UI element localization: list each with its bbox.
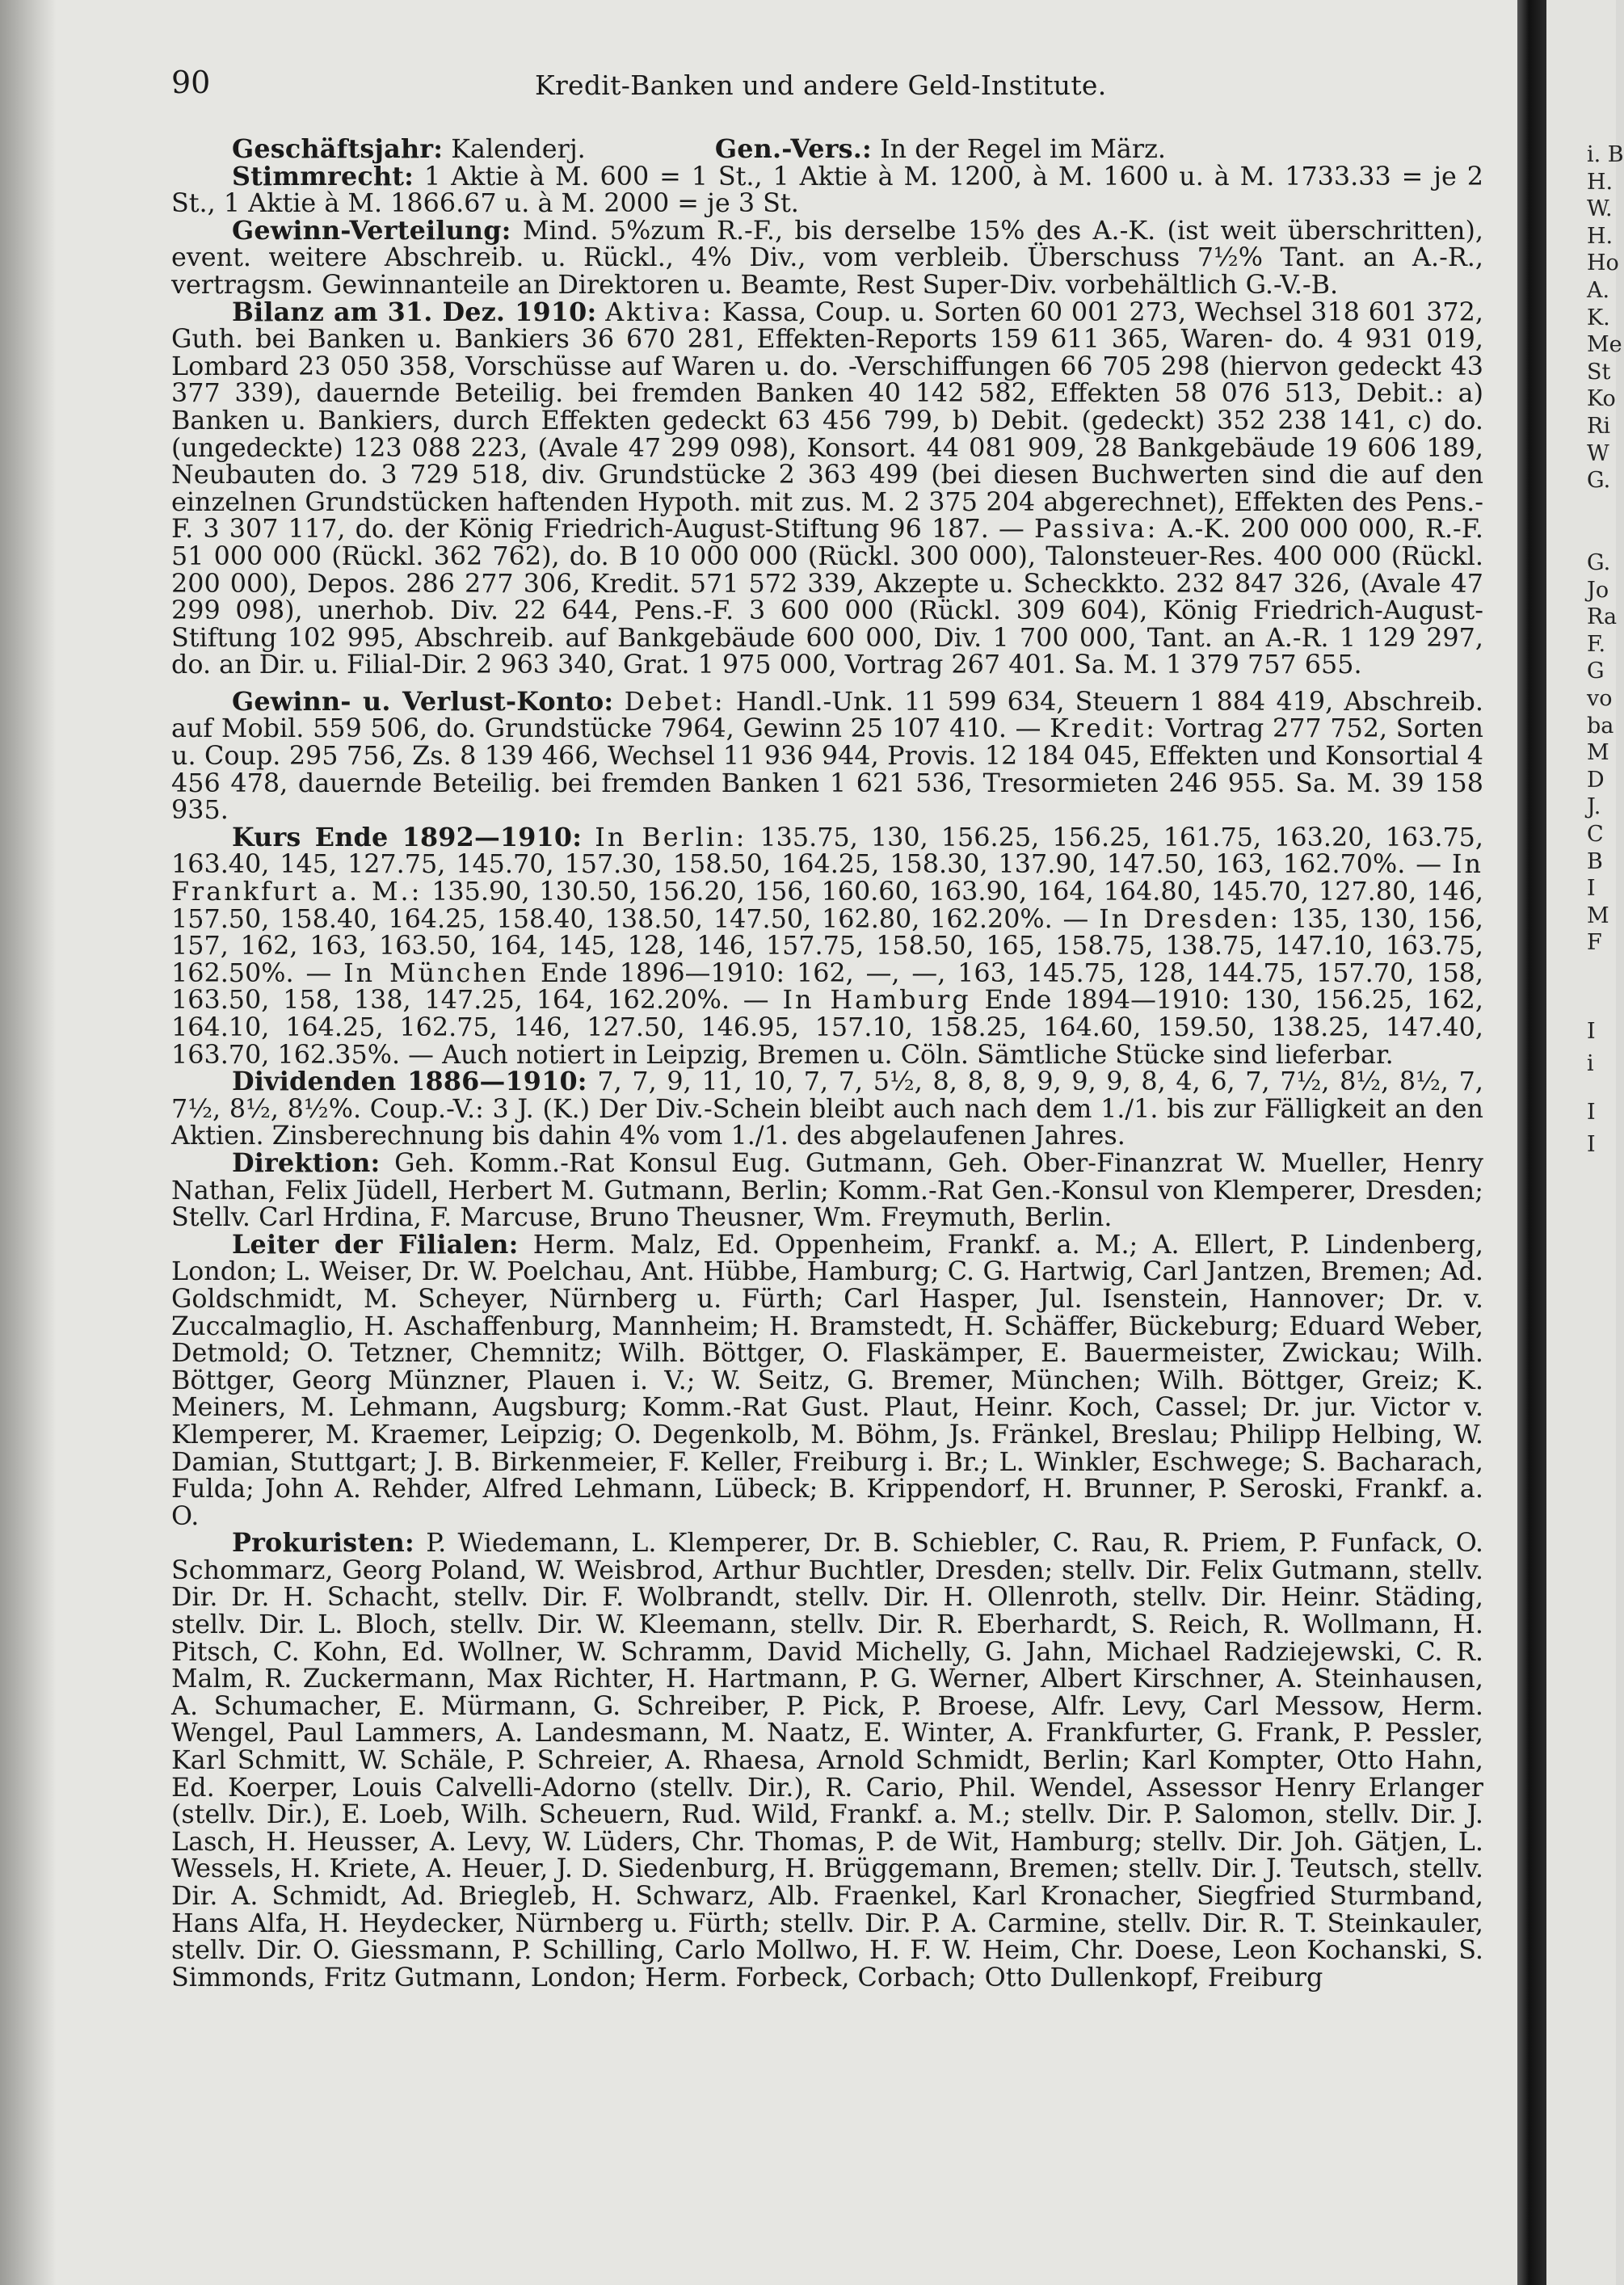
- dividenden-label: Dividenden 1886—1910:: [232, 1067, 587, 1097]
- kurs-frankfurt-label: In Frankfurt a. M.:: [171, 849, 1483, 907]
- facing-page-fragment: vo: [1587, 686, 1613, 711]
- gen-vers-group: [715, 134, 1166, 164]
- facing-page-fragment: Ri: [1587, 414, 1610, 439]
- gen-vers-text: In der Regel im März.: [880, 134, 1166, 164]
- gewinn-verteilung-text: Mind. 5%zum R.-F., bis derselbe 15% des A.-K. (ist weit überschritten), event. weitere Abschreib. u. Rückl., 4% Div., vom verbleib. Überschuss 7½% Tant. an A.-R., vertragsm. Gewinnanteile an Direktoren u. Beamte, Rest Super-Div. vorbehältlich G.-V.-B.: [171, 215, 1483, 300]
- gewinn-verteilung-label: Gewinn-Verteilung:: [232, 215, 511, 246]
- debet-text: Handl.-Unk. 11 599 634, Steuern 1 884 419, Abschreib. auf Mobil. 559 506, do. Grundstücke 7964, Gewinn 25 107 410. —: [171, 686, 1483, 744]
- section-gewinn-verlust: [171, 688, 1483, 824]
- kurs-dresden-label: In Dresden:: [1099, 903, 1281, 934]
- section-prokuristen: [171, 1530, 1483, 1991]
- section-stimmrecht: [171, 163, 1483, 217]
- section-kurs: [171, 824, 1483, 1068]
- facing-page-fragment: G.: [1587, 468, 1611, 494]
- kurs-muenchen-text: Ende 1896—1910: 162, —, —, 163, 145.75, 128, 144.75, 157.70, 158, 163.50, 158, 138, 147.25, 164, 162.20%. —: [171, 957, 1484, 1016]
- leiter-filialen-text: Herm. Malz, Ed. Oppenheim, Frankf. a. M.; A. Ellert, P. Lindenberg, London; L. Weiser, Dr. W. Poelchau, Ant. Hübbe, Hamburg; C. G. Hartwig, Carl Jantzen, Bremen; Ad. Goldschmidt, M. Scheyer, Nürnberg u. Fürth; Carl Hasper, Jul. Isenstein, Hannover; Dr. v. Zuccalmaglio, H. Aschaffenburg, Mannheim; H. Bramstedt, H. Schäffer, Bückeburg; Eduard Weber, Detmold; O. Tetzner, Chemnitz; Wilh. Böttger, O. Flaskämper, E. Bauermeister, Zwickau; Wilh. Böttger, Georg Münzner, Plauen i. V.; W. Seitz, G. Bremer, München; Wilh. Böttger, Greiz; K. Meiners, M. Lehmann, Augsburg; Komm.-Rat Gust. Plaut, Heinr. Koch, Cassel; Dr. jur. Victor v. Klemperer, M. Kraemer, Leipzig; O. Degenkolb, M. Böhm, Js. Fränkel, Breslau; Philipp Helbing, W. Damian, Stuttgart; J. B. Birkenmeier, F. Keller, Freiburg i. Br.; L. Winkler, Eschwege; S. Bacharach, Fulda; John A. Rehder, Alfred Lehmann, Lübeck; B. Krippendorf, H. Brunner, P. Seroski, Frankf. a. O.: [171, 1229, 1483, 1531]
- facing-page-fragment: G.: [1587, 550, 1611, 575]
- facing-page-fragment: J.: [1587, 794, 1601, 820]
- facing-page-fragment: i: [1587, 1051, 1594, 1076]
- facing-page-fragment: St: [1587, 359, 1611, 385]
- facing-page-fragment: Ko: [1587, 386, 1616, 412]
- bilanz-label: Bilanz am 31. Dez. 1910:: [232, 297, 597, 327]
- facing-page-fragment: D: [1587, 767, 1605, 793]
- section-gewinn-verteilung: [171, 217, 1483, 299]
- stimmrecht-text: 1 Aktie à M. 600 = 1 St., 1 Aktie à M. 1200, à M. 1600 u. à M. 1733.33 = je 2 St., 1 Aktie à M. 1866.67 u. à M. 2000 = je 3 St.: [171, 161, 1483, 219]
- facing-page-fragment: B: [1587, 848, 1603, 874]
- facing-page-fragment: Me: [1587, 332, 1622, 358]
- facing-page-fragment: M: [1587, 740, 1609, 766]
- facing-page-fragment: I: [1587, 1019, 1596, 1044]
- dividenden-text: 7, 7, 9, 11, 10, 7, 7, 5½, 8, 8, 8, 9, 9, 9, 8, 4, 6, 7, 7½, 8½, 8½, 7, 7½, 8½, 8½%. Coup.-V.: 3 J. (K.) Der Div.-Schein bleibt auch nach dem 1./1. bis zur Fälligkeit an den Aktien. Zinsberechnung bis dahin 4% vom 1./1. des abgelaufenen Jahres.: [171, 1067, 1484, 1151]
- section-geschaeftsjahr: [171, 136, 1483, 163]
- facing-page-fragment: F: [1587, 930, 1602, 956]
- kredit-text: Vortrag 277 752, Sorten u. Coup. 295 756, Zs. 8 139 466, Wechsel 11 936 944, Provis. 12 184 045, Effekten und Konsortial 4 456 478, dauernde Beteilig. bei fremden Banken 1 621 536, Tresormieten 246 955. Sa. M. 39 158 935.: [171, 713, 1484, 826]
- direktion-text: Geh. Komm.-Rat Konsul Eug. Gutmann, Geh. Ober-Finanzrat W. Mueller, Henry Nathan, Felix Jüdell, Herbert M. Gutmann, Berlin; Komm.-Rat Gen.-Konsul von Klemperer, Dresden; Stellv. Carl Hrdina, F. Marcuse, Bruno Theusner, Wm. Freymuth, Berlin.: [171, 1147, 1483, 1233]
- facing-page-fragment: M: [1587, 903, 1609, 928]
- facing-page-fragment: K.: [1587, 305, 1610, 330]
- page-number: 90: [171, 65, 211, 100]
- section-leiter-filialen: [171, 1231, 1483, 1530]
- kurs-hamburg-text: Ende 1894—1910: 130, 156.25, 162, 164.10, 164.25, 162.75, 146, 127.50, 146.95, 157.10, 158.25, 164.60, 159.50, 138.25, 147.40, 163.70, 162.35%. — Auch notiert in Leipzig, Bremen u. Cöln. Sämtliche Stücke sind lieferbar.: [171, 985, 1484, 1070]
- gen-vers-label: Gen.-Vers.:: [714, 134, 872, 164]
- facing-page-strip: [1546, 0, 1624, 2285]
- facing-page-fragment: Ra: [1587, 604, 1618, 630]
- prokuristen-text: P. Wiedemann, L. Klemperer, Dr. B. Schiebler, C. Rau, R. Priem, P. Funfack, O. Schommarz, Georg Poland, W. Weisbrod, Arthur Buchtler, Dresden; stellv. Dir. Felix Gutmann, stellv. Dir. Dr. H. Schacht, stellv. Dir. F. Wolbrandt, stellv. Dir. H. Ollenroth, stellv. Dir. Heinr. Städing, stellv. Dir. L. Bloch, stellv. Dir. W. Kleemann, stellv. Dir. R. Eberhardt, S. Reich, R. Wollmann, H. Pitsch, C. Kohn, Ed. Wollner, W. Schramm, David Michelly, G. Jahn, Michael Radziejewski, C. R. Malm, R. Zuckermann, Max Richter, H. Hartmann, P. G. Werner, Albert Kirschner, A. Steinhausen, A. Schumacher, E. Mürmann, G. Schreiber, P. Pick, P. Broese, Alfr. Levy, Carl Messow, Herm. Wengel, Paul Lammers, A. Landesmann, M. Naatz, E. Winter, A. Frankfurter, G. Frank, P. Pessler, Karl Schmitt, W. Schäle, P. Schreier, A. Rhaesa, Arnold Schmidt, Berlin; Karl Kompter, Otto Hahn, Ed. Koerper, Louis Calvelli-Adorno (stellv. Dir.), R. Cario, Phil. Wendel, Assessor Henry Erlanger (stellv. Dir.), E. Loeb, Wilh. Scheuern, Rud. Wild, Frankf. a. M.; stellv. Dir. P. Salomon, stellv. Dir. J. Lasch, H. Heusser, A. Levy, W. Lüders, Chr. Thomas, P. de Wit, Hamburg; stellv. Dir. Joh. Gätjen, L. Wessels, H. Kriete, A. Heuer, J. D. Siedenburg, H. Brüggemann, Bremen; stellv. Dir. J. Teutsch, stellv. Dir. A. Schmidt, Ad. Briegleb, H. Schwarz, Alb. Fraenkel, Karl Kronacher, Siegfried Sturmband, Hans Alfa, H. Heydecker, Nürnberg u. Fürth; stellv. Dir. P. A. Carmine, stellv. Dir. R. T. Steinkauler, stellv. Dir. O. Giessmann, P. Schilling, Carlo Mollwo, H. F. W. Heim, Chr. Doese, Leon Kochanski, S. Simmonds, Fritz Gutmann, London; Herm. Forbeck, Corbach; Otto Dullenkopf, Freiburg: [171, 1528, 1484, 1993]
- facing-page-fragment: I: [1587, 1100, 1596, 1125]
- facing-page-fragment: I: [1587, 1132, 1596, 1157]
- facing-page-fragment: ba: [1587, 713, 1614, 739]
- page-left-edge-shadow: [0, 0, 57, 2285]
- kurs-frankfurt-text: 135.90, 130.50, 156.20, 156, 160.60, 163.90, 164, 164.80, 145.70, 127.80, 146, 157.50, 158.40, 164.25, 158.40, 138.50, 147.50, 162.80, 162.20%. —: [171, 877, 1484, 934]
- aktiva-text: Kassa, Coup. u. Sorten 60 001 273, Wechsel 318 601 372, Guth. bei Banken u. Bankiers 36 670 281, Effekten-Reports 159 611 365, Waren- do. 4 931 019, Lombard 23 050 358, Vorschüsse auf Waren u. do. -Verschiffungen 66 705 298 (hiervon gedeckt 43 377 339), dauernde Beteilig. bei fremden Banken 40 142 582, Effekten 58 076 513, Debit.: a) Banken u. Bankiers, durch Effekten gedeckt 63 456 799, b) Debit. (gedeckt) 352 238 141, c) do. (ungedeckte) 123 088 223, (Avale 47 299 098), Konsort. 44 081 909, 28 Bankgebäude 19 606 189, Neubauten do. 3 729 518, div. Grundstücke 2 363 499 (bei diesen Buchwerten sind die auf den einzelnen Grundstücken haftenden Hypoth. mit zus. M. 2 375 204 abgerechnet), Effekten des Pens.-F. 3 307 117, do. der König Friedrich-August-Stiftung 96 187. —: [171, 297, 1483, 545]
- facing-page-fragment: F.: [1587, 631, 1606, 657]
- page-header: [171, 65, 1488, 105]
- leiter-filialen-label: Leiter der Filialen:: [232, 1229, 519, 1260]
- book-gutter-shadow: [1517, 0, 1546, 2285]
- facing-page-fragment: H.: [1587, 169, 1613, 195]
- kurs-label: Kurs Ende 1892—1910:: [232, 822, 583, 852]
- passiva-text: A.-K. 200 000 000, R.-F. 51 000 000 (Rückl. 362 762), do. B 10 000 000 (Rückl. 300 000), Talonsteuer-Res. 400 000 (Rückl. 200 000), Depos. 286 277 306, Kredit. 571 572 339, Akzepte u. Scheckkto. 232 847 326, (Avale 47 299 098), unerhob. Div. 22 644, Pens.-F. 3 600 000 (Rückl. 309 604), König Friedrich-August-Stiftung 102 995, Abschreib. auf Bankgebäude 600 000, Div. 1 700 000, Tant. an A.-R. 1 129 297, do. an Dir. u. Filial-Dir. 2 963 340, Grat. 1 975 000, Vortrag 267 401. Sa. M. 1 379 757 655.: [171, 514, 1484, 680]
- kurs-hamburg-label: In Hamburg: [782, 985, 971, 1016]
- page-body: [171, 136, 1483, 2269]
- facing-page-fragment: C: [1587, 822, 1604, 847]
- facing-page-fragment: G: [1587, 659, 1605, 684]
- running-title: Kredit-Banken und andere Geld-Institute.: [535, 69, 1107, 101]
- facing-page-fragment: Ho: [1587, 250, 1619, 276]
- kurs-muenchen-label: In München: [343, 957, 529, 988]
- stimmrecht-label: Stimmrecht:: [232, 161, 414, 191]
- facing-page-fragment: W.: [1587, 196, 1613, 222]
- debet-label: Debet:: [624, 686, 726, 717]
- gewinn-verlust-label: Gewinn- u. Verlust-Konto:: [232, 686, 614, 717]
- facing-page-fragment: A.: [1587, 278, 1610, 303]
- kurs-berlin-text: 135.75, 130, 156.25, 156.25, 161.75, 163.20, 163.75, 163.40, 145, 127.75, 145.70, 157.30, 158.50, 164.25, 158.30, 137.90, 147.50, 163, 162.70%. —: [171, 822, 1484, 880]
- direktion-label: Direktion:: [232, 1147, 381, 1178]
- facing-page-fragment: H.: [1587, 223, 1613, 249]
- facing-page-fragment: W: [1587, 440, 1609, 466]
- kredit-label: Kredit:: [1050, 713, 1157, 744]
- section-bilanz: [171, 299, 1483, 679]
- prokuristen-label: Prokuristen:: [232, 1528, 414, 1559]
- section-direktion: [171, 1147, 1483, 1233]
- aktiva-label: Aktiva:: [605, 297, 713, 327]
- passiva-label: Passiva:: [1033, 514, 1159, 545]
- facing-page-fragment: i. B: [1587, 142, 1624, 167]
- kurs-dresden-text: 135, 130, 156, 157, 162, 163, 163.50, 164, 145, 128, 146, 157.75, 158.50, 165, 158.75, 138.75, 147.10, 163.75, 162.50%. —: [171, 903, 1484, 988]
- geschaeftsjahr-label: Geschäftsjahr:: [232, 134, 444, 164]
- facing-page-fragment: Jo: [1587, 577, 1609, 603]
- geschaeftsjahr-text: Kalenderj.: [451, 134, 586, 164]
- section-dividenden: [171, 1068, 1483, 1150]
- kurs-berlin-label: In Berlin:: [595, 822, 747, 852]
- facing-page-fragment: I: [1587, 876, 1596, 902]
